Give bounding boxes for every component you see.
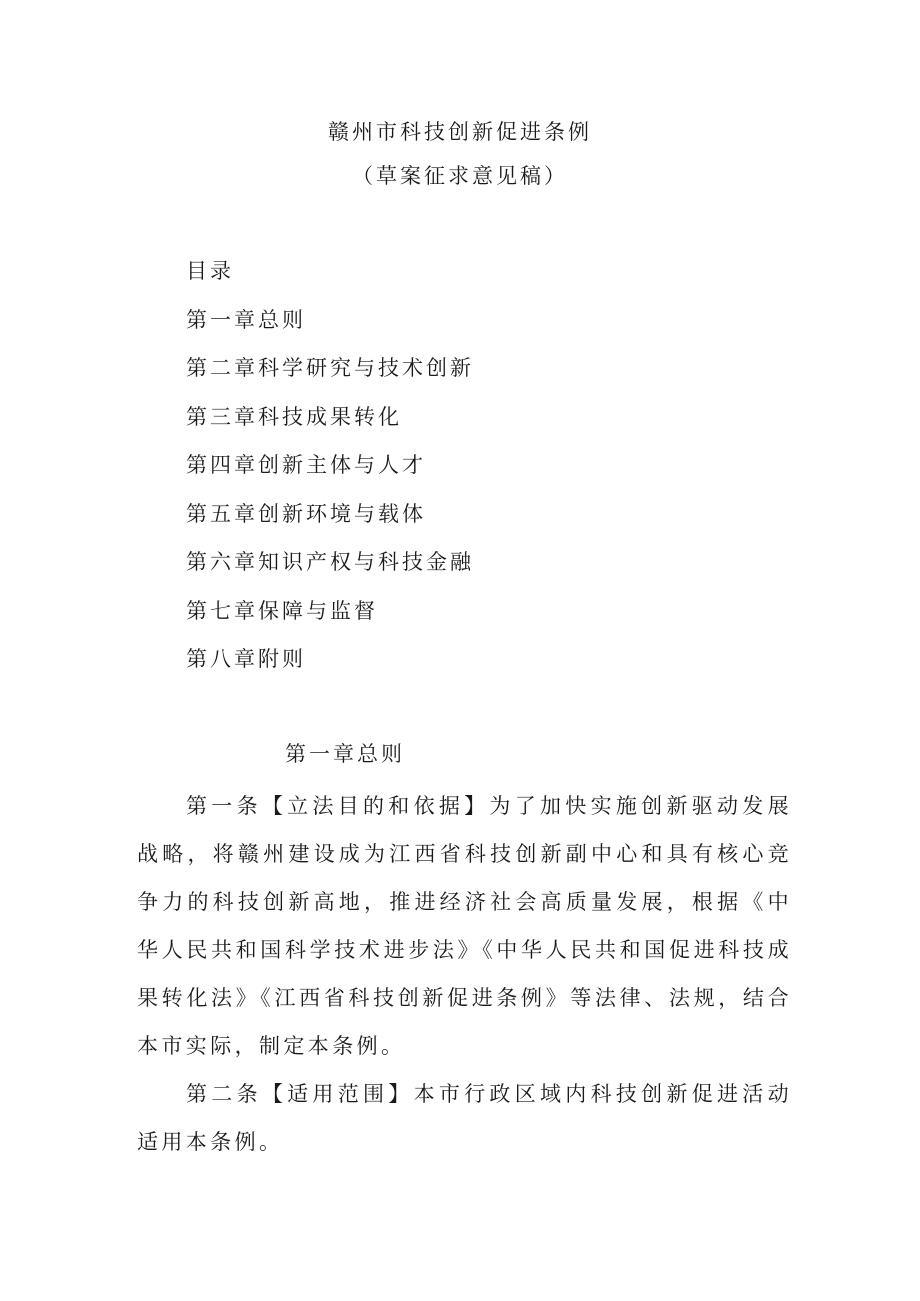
toc-item-chapter-3: 第三章科技成果转化: [186, 404, 402, 429]
toc-item-chapter-8: 第八章附则: [186, 647, 306, 671]
document-title: 赣州市科技创新促进条例: [328, 120, 592, 144]
document-subtitle: （草案征求意见稿）: [352, 164, 568, 188]
toc-item-chapter-6: 第六章知识产权与科技金融: [186, 550, 474, 574]
chapter-1-body: [137, 782, 792, 1166]
toc-item-chapter-7: 第七章保障与监督: [186, 598, 378, 623]
toc-item-chapter-2: 第二章科学研究与技术创新: [186, 356, 474, 380]
toc-item-chapter-4: 第四章创新主体与人才: [186, 453, 426, 477]
toc-heading: 目录: [186, 259, 234, 283]
chapter-1-heading: 第一章总则: [285, 742, 405, 766]
toc-item-chapter-5: 第五章创新环境与载体: [186, 501, 426, 526]
article-1-paragraph: 第一条【立法目的和依据】为了加快实施创新驱动发展战略，将赣州建设成为江西省科技创新副中心和具有核心竞争力的科技创新高地，推进经济社会高质量发展，根据《中华人民共和国科学技术进步法》《中华人民共和国促进科技成果转化法》《江西省科技创新促进条例》等法律、法规，结合本市实际，制定本条例。: [137, 794, 792, 1058]
article-2-paragraph: 第二条【适用范围】本市行政区域内科技创新促进活动适用本条例。: [137, 1082, 792, 1154]
toc-item-chapter-1: 第一章总则: [186, 307, 306, 332]
table-of-contents: [186, 258, 474, 695]
